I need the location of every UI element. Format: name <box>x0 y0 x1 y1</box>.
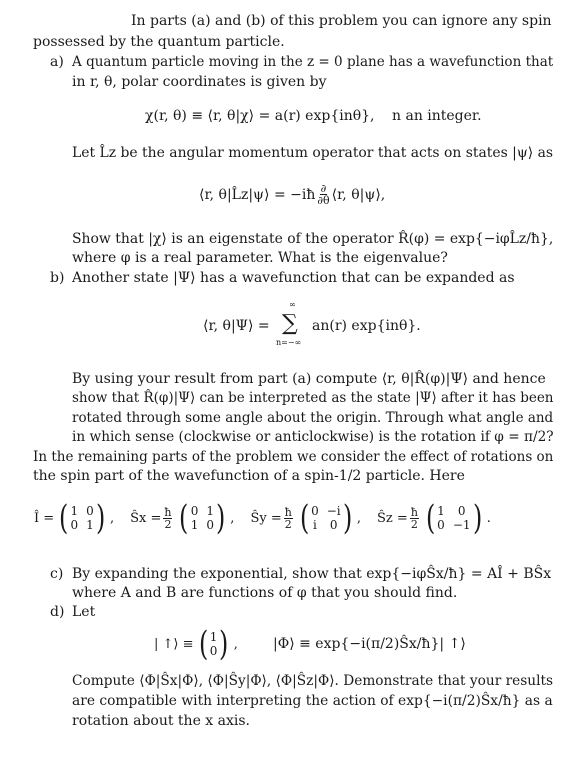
equation-lz <box>199 183 385 206</box>
part-b-text-2: show that R̂(φ)|Ψ⟩ can be interpreted as the state |Ψ⟩ after it has been <box>72 390 554 406</box>
show-line-1: Show that |χ⟩ is an eigenstate of the operator R̂(φ) = exp{−iφL̂z/ħ}, <box>72 231 554 247</box>
equation-psi-lhs: ⟨r, θ|Ψ⟩ = <box>203 318 270 334</box>
comma: , <box>233 636 238 652</box>
phi-definition: |Φ⟩ ≡ exp{−i(π/2)Ŝx/ħ}| ↑⟩ <box>273 636 466 652</box>
matrix-cell: 0 <box>437 518 445 532</box>
intro-line-2: possessed by the quantum particle. <box>33 34 285 50</box>
sx-label: Ŝx = <box>130 510 162 526</box>
sum-symbol: ∑ <box>282 311 298 336</box>
let-lz-line: Let L̂z be the angular momentum operator that acts on states |ψ⟩ as <box>72 145 554 161</box>
matrix-cell: 1 <box>437 504 445 518</box>
hbar-over-two: $\frac{ħ}{2}$ <box>164 505 172 531</box>
part-b-label: b) <box>50 270 65 286</box>
sy-label: Ŝy = <box>250 510 282 526</box>
matrix-cell: 1 <box>70 504 79 518</box>
part-a-label: a) <box>50 54 64 70</box>
vector-cell: 0 <box>209 644 218 658</box>
part-d-text-3: rotation about the x axis. <box>72 713 251 729</box>
partial-num: ∂ <box>320 182 327 195</box>
part-c-line-1: By expanding the exponential, show that exp{−iφŜx/ħ} = AÎ + BŜx <box>72 566 552 582</box>
part-c-line-2: where A and B are functions of φ that you should find. <box>72 585 458 601</box>
vector-cell: 1 <box>209 630 218 644</box>
equation-chi: χ(r, θ) ≡ ⟨r, θ|χ⟩ = a(r) exp{inθ}, <box>145 108 375 124</box>
sum-lower-limit: n=−∞ <box>276 338 302 347</box>
equation-lz-lhs: ⟨r, θ|L̂z|ψ⟩ = −iħ <box>199 186 316 203</box>
matrix-cell: 0 <box>457 504 466 518</box>
part-b-text-3: rotated through some angle about the origin. Through what angle and <box>72 410 554 426</box>
matrix-cell: 0 <box>206 518 215 532</box>
matrix-cell: 0 <box>190 504 199 518</box>
identity-label: Î = <box>34 510 55 526</box>
sum-upper-limit: ∞ <box>289 300 296 309</box>
matrix-cell: −1 <box>452 518 471 532</box>
matrix-cell: 0 <box>311 504 319 518</box>
equation-chi-note: n an integer. <box>392 108 482 124</box>
remaining-line-1: In the remaining parts of the problem we consider the effect of rotations on <box>33 449 554 465</box>
sy-matrix: ( 0 −i i 0 ) <box>299 498 352 538</box>
part-b-text-4: in which sense (clockwise or anticlockwise) is the rotation if φ = π/2? <box>72 429 554 445</box>
spin-up-vector: ( 1 0 ) <box>198 624 229 664</box>
matrix-cell: 1 <box>86 518 94 532</box>
matrix-cell: 1 <box>206 504 215 518</box>
sz-label: Ŝz = <box>377 510 408 526</box>
show-line-2: where φ is a real parameter. What is the eigenvalue? <box>72 250 448 266</box>
part-d-text-1: Compute ⟨Φ|Ŝx|Φ⟩, ⟨Φ|Ŝy|Φ⟩, ⟨Φ|Ŝz|Φ⟩. Demonstrate that your results <box>72 673 554 689</box>
remaining-line-2: the spin part of the wavefunction of a spin-1/2 particle. Here <box>33 468 465 484</box>
matrix-cell: 0 <box>70 518 79 532</box>
intro-line-1: In parts (a) and (b) of this problem you can ignore any spin <box>131 13 552 29</box>
part-d-label: d) <box>50 604 65 620</box>
matrix-cell: 0 <box>329 518 338 532</box>
comma: , <box>356 510 362 526</box>
matrix-cell: 0 <box>86 504 94 518</box>
equation-psi-rhs: an(r) exp{inθ}. <box>312 318 421 334</box>
matrix-cell: 1 <box>190 518 199 532</box>
partial-derivative <box>317 183 329 206</box>
period: . <box>486 510 491 526</box>
comma: , <box>230 510 235 526</box>
equation-lz-rhs: ⟨r, θ|ψ⟩, <box>331 186 386 203</box>
part-d-text-2: are compatible with interpreting the action of exp{−i(π/2)Ŝx/ħ} as a <box>72 693 553 709</box>
sz-matrix: ( 1 0 0 −1 ) <box>425 498 482 538</box>
part-b-text-1: By using your result from part (a) compute ⟨r, θ|R̂(φ)|Ψ⟩ and hence <box>72 371 546 387</box>
part-d-let: Let <box>72 604 96 620</box>
matrix-cell: −i <box>326 504 341 518</box>
comma: , <box>109 510 115 526</box>
hbar-over-two: $\frac{ħ}{2}$ <box>410 505 418 531</box>
spin-up-lhs: | ↑⟩ ≡ <box>154 636 194 652</box>
identity-matrix: ( 1 0 0 1 ) <box>59 498 105 538</box>
part-a-line-2: in r, θ, polar coordinates is given by <box>72 74 327 90</box>
part-b-line: Another state |Ψ⟩ has a wavefunction that can be expanded as <box>72 270 515 286</box>
part-a-line-1: A quantum particle moving in the z = 0 plane has a wavefunction that <box>72 54 554 70</box>
hbar-over-two: $\frac{ħ}{2}$ <box>284 505 292 531</box>
sx-matrix: ( 0 1 1 0 ) <box>179 498 226 538</box>
partial-den: ∂θ <box>317 194 330 207</box>
matrix-cell: i <box>312 518 317 532</box>
matrices-row <box>34 494 491 542</box>
part-c-label: c) <box>50 566 64 582</box>
spin-up-definition <box>154 622 238 666</box>
